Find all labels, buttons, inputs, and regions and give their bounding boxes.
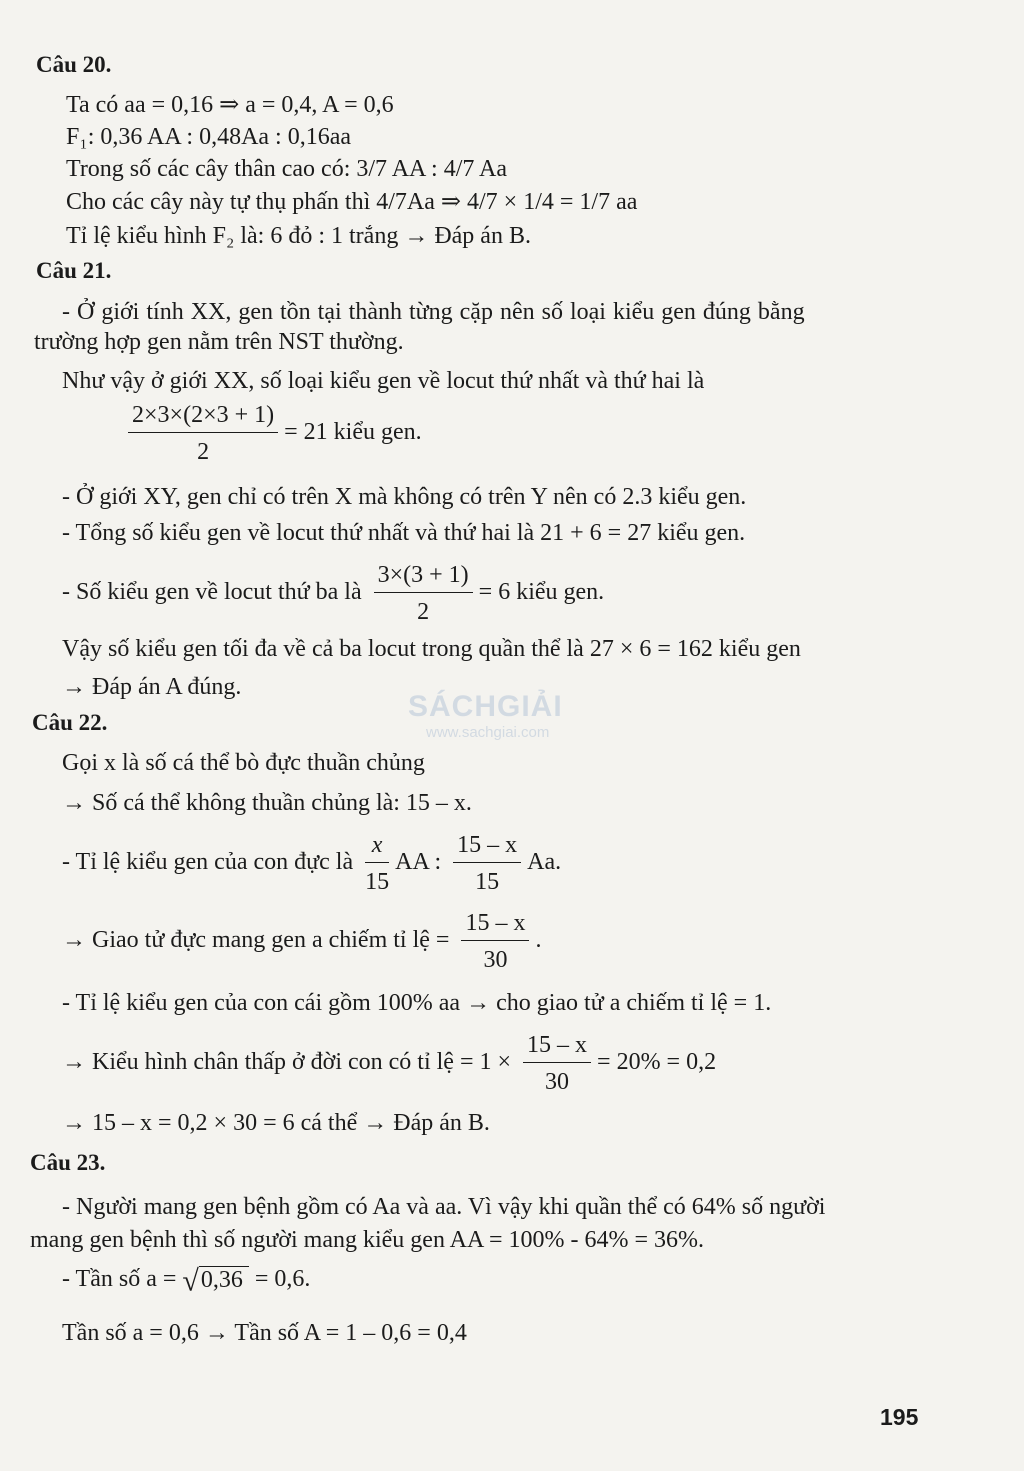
line-text: - Tỉ lệ kiểu gen của con đực là [62,849,354,876]
q21-line-7: → Đáp án A đúng. [62,674,242,700]
watermark-url: www.sachgiai.com [426,724,550,741]
q20-line-2: F₁: 0,36 AA : 0,48Aa : 0,16aa [66,124,352,150]
q22-line-7: → 15 – x = 0,2 × 30 = 6 cá thể → Đáp án B. [62,1110,490,1136]
q21-line-2: Như vậy ở giới XX, số loại kiểu gen về locut thứ nhất và thứ hai là [62,368,705,394]
q20-line-1: Ta có aa = 0,16 ⇒ a = 0,4, A = 0,6 [66,92,394,118]
line-text: - Tần số a = [62,1266,177,1292]
fraction-numerator: 3×(3 + 1) [374,560,473,593]
q21-line-5 [62,560,604,627]
radical-sign: √ [182,1264,199,1298]
fraction-denominator: 2 [197,439,210,465]
fraction [128,400,278,467]
q21-line-3: - Ở giới XY, gen chỉ có trên X mà không có trên Y nên có 2.3 kiểu gen. [62,484,747,510]
fraction [461,908,529,975]
sachgiai-watermark [408,690,628,780]
fraction [523,1030,591,1097]
line-text: → Giao tử đực mang gen a chiếm tỉ lệ = [62,927,450,954]
q21-line-6: Vậy số kiểu gen tối đa về cả ba locut trong quần thể là 27 × 6 = 162 kiểu gen [62,636,801,662]
heading-cau-20: Câu 20. [36,52,112,77]
line-text: = 0,6. [254,1266,311,1292]
fraction-denominator: 15 [365,869,390,895]
square-root [182,1265,248,1296]
line-text: - Số kiểu gen về locut thứ ba là [62,579,362,606]
fraction-denominator: 15 [475,869,500,895]
fraction-denominator: 2 [417,599,430,625]
fraction-numerator: 15 – x [453,830,521,863]
q22-line-1: Gọi x là số cá thể bò đực thuần chủng [62,750,425,776]
q20-line-3: Trong số các cây thân cao có: 3/7 AA : 4/7 Aa [66,156,508,182]
fraction-numerator: x [365,830,389,863]
fraction-numerator: 2×3×(2×3 + 1) [128,400,278,433]
fraction-result: = 6 kiểu gen. [478,579,605,606]
q22-line-6 [62,1030,716,1097]
line-text: → Kiểu hình chân thấp ở đời con có tỉ lệ = 1 × [62,1049,512,1076]
heading-cau-23: Câu 23. [30,1150,106,1175]
fraction [374,560,473,627]
q21-line-1a: - Ở giới tính XX, gen tồn tại thành từng cặp nên số loại kiểu gen đúng bằng [62,299,805,325]
q21-line-1b: trường hợp gen nằm trên NST thường. [34,329,404,355]
radicand: 0,36 [199,1266,249,1293]
fraction [365,830,389,897]
q23-line-1b: mang gen bệnh thì số người mang kiểu gen AA = 100% - 64% = 36%. [30,1227,705,1253]
line-text: . [535,927,542,954]
line-text: = 20% = 0,2 [597,1049,717,1076]
fraction-result: = 21 kiểu gen. [284,419,422,446]
q20-line-5: Tỉ lệ kiểu hình F₂ là: 6 đỏ : 1 trắng → Đáp án B. [66,223,531,249]
heading-cau-22: Câu 22. [32,710,108,735]
q23-line-1a: - Người mang gen bệnh gồm có Aa và aa. Vì vậy khi quần thể có 64% số người [62,1194,826,1220]
q22-line-2: → Số cá thể không thuần chủng là: 15 – x. [62,790,472,816]
q21-line-4: - Tổng số kiểu gen về locut thứ nhất và thứ hai là 21 + 6 = 27 kiểu gen. [62,520,746,546]
fraction [453,830,521,897]
fraction-numerator: 15 – x [461,908,529,941]
fraction-denominator: 30 [545,1069,570,1095]
heading-cau-21: Câu 21. [36,258,112,283]
q22-line-4 [62,908,541,975]
q20-line-4: Cho các cây này tự thụ phấn thì 4/7Aa ⇒ 4/7 × 1/4 = 1/7 aa [66,189,638,215]
q22-line-5: - Tỉ lệ kiểu gen của con cái gồm 100% aa → cho giao tử a chiếm tỉ lệ = 1. [62,990,772,1016]
q23-line-2 [62,1264,310,1296]
fraction-numerator: 15 – x [523,1030,591,1063]
q22-line-3 [62,830,561,897]
page-number: 195 [880,1404,919,1430]
q23-line-3: Tần số a = 0,6 → Tần số A = 1 – 0,6 = 0,4 [62,1320,467,1346]
fraction-denominator: 30 [483,947,508,973]
line-text: AA : [395,849,442,876]
line-text: Aa. [527,849,562,876]
q21-fraction-1 [128,400,422,467]
watermark-logo-text: SÁCHGIẢI [408,690,563,723]
